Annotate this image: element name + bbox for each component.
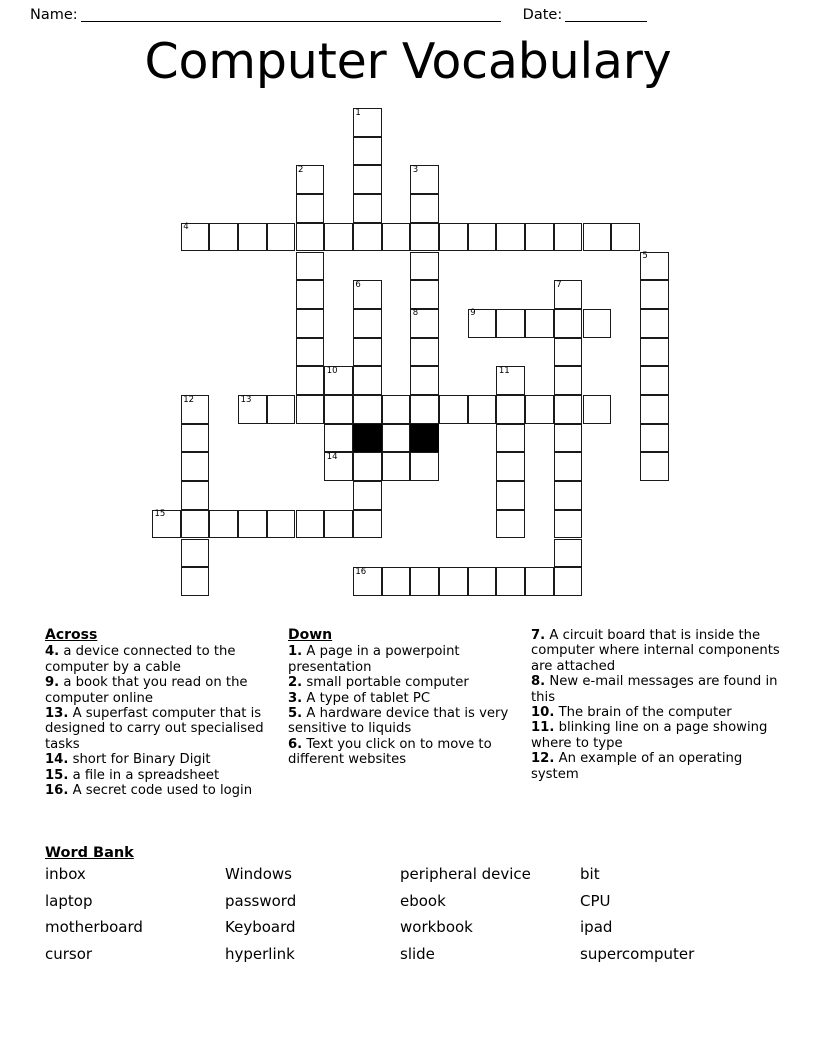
grid-cell[interactable] (640, 424, 669, 453)
grid-cell[interactable] (353, 108, 382, 137)
grid-cell[interactable] (525, 567, 554, 596)
grid-cell-number: 14 (326, 451, 338, 462)
grid-cell[interactable] (640, 309, 669, 338)
clue-across (45, 644, 288, 675)
grid-cell-number: 1 (355, 107, 361, 118)
grid-cell[interactable] (410, 338, 439, 367)
word-bank-word[interactable]: workbook (400, 918, 473, 936)
grid-cell[interactable] (496, 309, 525, 338)
grid-cell[interactable] (525, 309, 554, 338)
down-heading: Down (288, 627, 333, 643)
grid-cell-number: 4 (183, 222, 189, 233)
clue-text: A hardware device that is very sensitive to liquids (288, 706, 509, 737)
grid-cell-number: 5 (642, 251, 648, 261)
grid-cell[interactable] (554, 452, 583, 481)
grid-cell[interactable] (382, 452, 411, 481)
clue-number: 7. (531, 628, 546, 643)
clue-text: A superfast computer that is designed to carry out specialised tasks (45, 706, 264, 752)
grid-cell[interactable] (611, 223, 640, 252)
grid-cell[interactable] (525, 395, 554, 424)
clue-text: The brain of the computer (554, 705, 732, 721)
grid-cell[interactable] (496, 510, 525, 539)
across-clue-list (45, 644, 288, 798)
word-bank-word[interactable]: motherboard (45, 918, 143, 936)
clue-down (288, 737, 531, 768)
word-bank-word[interactable]: hyperlink (225, 944, 295, 963)
grid-cell-blocked (410, 424, 439, 453)
grid-cell[interactable] (353, 280, 382, 309)
clues-down-column (288, 628, 531, 768)
grid-cell[interactable] (468, 223, 497, 252)
grid-cell[interactable] (410, 366, 439, 395)
grid-cell[interactable] (238, 510, 267, 539)
grid-cell[interactable] (324, 223, 353, 252)
grid-cell[interactable] (554, 539, 583, 568)
grid-cell[interactable] (554, 567, 583, 596)
grid-cell[interactable] (410, 395, 439, 424)
grid-cell[interactable] (181, 510, 210, 539)
grid-cell[interactable] (496, 223, 525, 252)
grid-cell[interactable] (181, 481, 210, 510)
word-bank-word[interactable]: cursor (45, 944, 93, 963)
grid-cell[interactable] (353, 137, 382, 166)
grid-cell[interactable] (296, 165, 325, 194)
grid-cell[interactable] (353, 452, 382, 481)
clues-down-column-continued (531, 628, 781, 782)
grid-cell[interactable] (640, 252, 669, 281)
grid-cell[interactable] (554, 510, 583, 539)
grid-cell[interactable] (496, 366, 525, 395)
grid-cell[interactable] (353, 510, 382, 539)
grid-cell-number: 2 (298, 164, 304, 175)
grid-cell[interactable] (554, 338, 583, 367)
grid-cell[interactable] (382, 567, 411, 596)
grid-cell[interactable] (554, 223, 583, 252)
clue-across (45, 675, 288, 706)
clue-text: A secret code used to login (68, 783, 253, 799)
clue-text: New e-mail messages are found in this (531, 674, 778, 705)
grid-cell[interactable] (353, 223, 382, 252)
grid-cell-number: 6 (355, 279, 361, 290)
word-bank-word[interactable]: bit (580, 865, 600, 883)
grid-cell[interactable] (554, 309, 583, 338)
grid-cell[interactable] (209, 223, 238, 252)
clue-number: 13. (45, 706, 69, 722)
clue-number: 14. (45, 752, 69, 768)
grid-cell[interactable] (640, 280, 669, 309)
grid-cell[interactable] (181, 567, 210, 596)
clue-text: A type of tablet PC (302, 690, 431, 706)
grid-cell[interactable] (496, 481, 525, 510)
clue-number: 16. (45, 783, 69, 799)
grid-cell[interactable] (439, 223, 468, 252)
grid-cell[interactable] (468, 395, 497, 424)
grid-cell[interactable] (382, 424, 411, 453)
clue-number: 15. (45, 767, 69, 783)
word-bank-word[interactable]: supercomputer (580, 944, 695, 963)
grid-cell[interactable] (439, 395, 468, 424)
grid-cell[interactable] (496, 395, 525, 424)
grid-cell[interactable] (296, 366, 325, 395)
word-bank-grid (45, 865, 785, 963)
grid-cell[interactable] (496, 567, 525, 596)
grid-cell[interactable] (296, 280, 325, 309)
grid-cell-number: 7 (556, 279, 562, 290)
grid-cell[interactable] (410, 223, 439, 252)
clue-text: Text you click on to move to different websites (288, 736, 492, 768)
grid-cell[interactable] (468, 309, 497, 338)
word-bank-word[interactable]: Windows (225, 865, 292, 883)
clue-number: 3. (288, 690, 303, 706)
grid-cell[interactable] (554, 481, 583, 510)
clue-down (531, 705, 781, 720)
grid-cell[interactable] (209, 510, 238, 539)
grid-cell[interactable] (554, 366, 583, 395)
grid-cell[interactable] (296, 223, 325, 252)
grid-cell[interactable] (410, 452, 439, 481)
word-bank-word[interactable]: peripheral device (400, 865, 531, 883)
grid-cell[interactable] (324, 424, 353, 453)
grid-cell[interactable] (353, 481, 382, 510)
grid-cell[interactable] (554, 424, 583, 453)
down-clue-list-first (288, 644, 531, 767)
grid-cell[interactable] (640, 395, 669, 424)
grid-cell[interactable] (353, 309, 382, 338)
grid-cell[interactable] (583, 309, 612, 338)
grid-cell-blocked (353, 424, 382, 453)
grid-cell[interactable] (181, 223, 210, 252)
clue-down (531, 720, 781, 751)
grid-cell[interactable] (410, 165, 439, 194)
word-bank-word[interactable]: password (225, 891, 297, 910)
grid-cell[interactable] (554, 280, 583, 309)
grid-cell[interactable] (353, 338, 382, 367)
clue-number: 2. (288, 675, 303, 691)
grid-cell-number: 9 (470, 308, 476, 319)
clue-number: 5. (288, 706, 303, 722)
clue-text: small portable computer (302, 675, 469, 691)
clue-number: 1. (288, 644, 303, 660)
clue-down (288, 675, 531, 690)
clues-section (45, 628, 785, 798)
down-clue-list-second (531, 628, 781, 782)
grid-cell[interactable] (382, 395, 411, 424)
clue-text: A page in a powerpoint presentation (288, 644, 460, 675)
word-bank-word[interactable]: ipad (580, 918, 613, 936)
grid-cell-number: 8 (412, 308, 419, 319)
clue-number: 9. (45, 675, 60, 691)
grid-cell[interactable] (353, 165, 382, 194)
grid-cell[interactable] (181, 395, 210, 424)
page-title: Computer Vocabulary (144, 33, 672, 90)
clue-text: a device connected to the computer by a cable (45, 644, 236, 675)
grid-cell[interactable] (324, 452, 353, 481)
grid-cell[interactable] (640, 338, 669, 367)
grid-cell[interactable] (410, 194, 439, 223)
grid-cell[interactable] (296, 309, 325, 338)
clue-down (288, 644, 531, 675)
grid-cell[interactable] (296, 252, 325, 281)
grid-cell[interactable] (181, 539, 210, 568)
clue-across (45, 768, 288, 783)
grid-cell[interactable] (353, 567, 382, 596)
grid-cell[interactable] (525, 223, 554, 252)
clue-down (531, 628, 781, 674)
grid-cell[interactable] (410, 567, 439, 596)
grid-cell-number: 13 (240, 394, 252, 405)
grid-cell[interactable] (382, 223, 411, 252)
grid-cell[interactable] (410, 309, 439, 338)
grid-cell[interactable] (353, 366, 382, 395)
clue-number: 6. (288, 736, 303, 752)
grid-cell[interactable] (181, 424, 210, 453)
word-bank-word[interactable]: inbox (45, 865, 86, 883)
clue-across (45, 706, 288, 752)
clue-number: 8. (531, 674, 546, 690)
grid-cell[interactable] (496, 424, 525, 453)
clue-down (531, 674, 781, 705)
clue-text: short for Binary Digit (68, 752, 211, 768)
word-bank-word[interactable]: Keyboard (225, 918, 296, 936)
grid-cell[interactable] (324, 510, 353, 539)
grid-cell[interactable] (410, 280, 439, 309)
grid-cell[interactable] (296, 338, 325, 367)
clue-number: 11. (531, 720, 555, 736)
clue-text: blinking line on a page showing where to type (531, 720, 768, 751)
grid-cell[interactable] (583, 395, 612, 424)
word-bank-word[interactable]: CPU (580, 891, 611, 910)
grid-cell-number: 12 (183, 394, 195, 405)
grid-cell-number: 3 (412, 164, 419, 175)
grid-cell[interactable] (296, 194, 325, 223)
grid-cell[interactable] (583, 223, 612, 252)
grid-cell-number: 15 (154, 509, 166, 520)
name-label: Name: (30, 7, 78, 23)
clue-number: 4. (45, 644, 60, 660)
grid-cell[interactable] (296, 510, 325, 539)
clue-text: A circuit board that is inside the computer where internal components are attached (531, 628, 780, 674)
across-heading: Across (45, 627, 98, 643)
clue-text: a book that you read on the computer online (45, 675, 248, 706)
word-bank-word[interactable]: ebook (400, 891, 446, 910)
grid-cell[interactable] (496, 452, 525, 481)
grid-cell[interactable] (296, 395, 325, 424)
word-bank-heading: Word Bank (45, 845, 134, 861)
clue-across (45, 752, 288, 767)
grid-cell-number: 11 (498, 365, 510, 376)
grid-cell[interactable] (640, 452, 669, 481)
grid-cell[interactable] (267, 223, 296, 252)
word-bank-word[interactable]: slide (400, 944, 435, 963)
grid-cell[interactable] (554, 395, 583, 424)
date-label: Date: (522, 7, 563, 23)
grid-cell[interactable] (267, 395, 296, 424)
grid-cell-number: 10 (326, 365, 338, 376)
grid-cell[interactable] (410, 252, 439, 281)
word-bank-word[interactable]: laptop (45, 891, 93, 910)
clue-text: An example of an operating system (531, 751, 743, 782)
grid-cell[interactable] (640, 366, 669, 395)
grid-cell[interactable] (181, 452, 210, 481)
clue-down (531, 751, 781, 782)
grid-cell-number: 16 (355, 566, 367, 577)
clues-across-column (45, 628, 288, 798)
word-bank-section (45, 845, 785, 963)
clue-down (288, 706, 531, 737)
grid-cell[interactable] (238, 395, 267, 424)
clue-number: 12. (531, 751, 555, 767)
grid-cell[interactable] (324, 395, 353, 424)
grid-cell[interactable] (353, 395, 382, 424)
clue-across (45, 783, 288, 798)
grid-cell[interactable] (267, 510, 296, 539)
grid-cell[interactable] (238, 223, 267, 252)
grid-cell[interactable] (152, 510, 181, 539)
grid-cell[interactable] (439, 567, 468, 596)
grid-cell[interactable] (353, 194, 382, 223)
clue-number: 10. (531, 705, 555, 721)
grid-cell[interactable] (468, 567, 497, 596)
grid-cell[interactable] (324, 366, 353, 395)
clue-down (288, 691, 531, 706)
clue-text: a file in a spreadsheet (68, 767, 220, 783)
